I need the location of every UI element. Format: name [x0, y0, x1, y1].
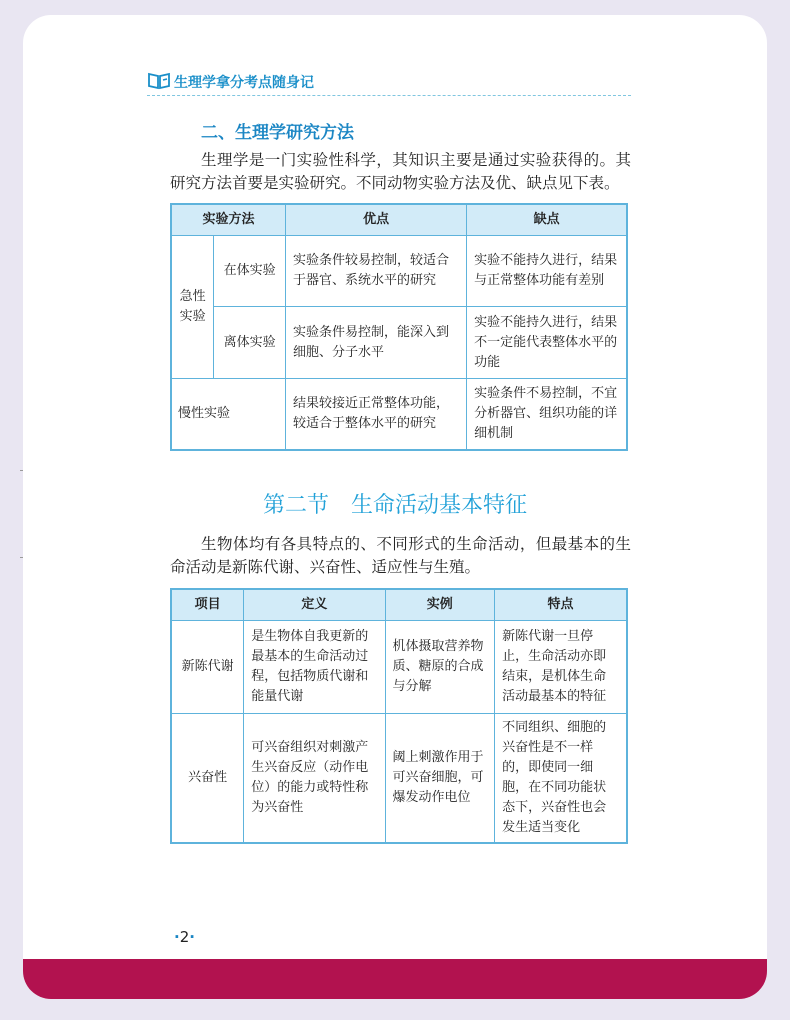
page-number: ·2· — [174, 928, 195, 946]
bottom-band — [23, 959, 767, 999]
pros-cell: 结果较接近正常整体功能，较适合于整体水平的研究 — [286, 379, 467, 450]
table-row — [171, 307, 627, 379]
table-header-cell: 缺点 — [467, 204, 627, 236]
table-header-row — [171, 204, 627, 236]
item-cell: 兴奋性 — [171, 714, 244, 844]
section-title: 二、生理学研究方法 — [201, 123, 354, 143]
book-icon — [147, 71, 171, 91]
cons-cell: 实验条件不易控制，不宜分析器官、组织功能的详细机制 — [467, 379, 627, 450]
table-header-cell: 优点 — [286, 204, 467, 236]
method-cell: 在体实验 — [214, 236, 286, 307]
table-row — [171, 379, 627, 450]
pros-cell: 实验条件易控制，能深入到细胞、分子水平 — [286, 307, 467, 379]
group-label-cell: 急性实验 — [171, 236, 214, 379]
example-cell: 机体摄取营养物质、糖原的合成与分解 — [385, 621, 495, 714]
table-header-cell: 定义 — [244, 589, 385, 621]
table-header-cell: 项目 — [171, 589, 244, 621]
table-header-cell: 特点 — [495, 589, 627, 621]
definition-cell: 是生物体自我更新的最基本的生命活动过程，包括物质代谢和能量代谢 — [244, 621, 385, 714]
header-title: 生理学拿分考点随身记 — [174, 75, 314, 91]
features-table — [170, 588, 628, 844]
cons-cell: 实验不能持久进行，结果不一定能代表整体水平的功能 — [467, 307, 627, 379]
item-cell: 新陈代谢 — [171, 621, 244, 714]
feature-cell: 新陈代谢一旦停止，生命活动亦即结束，是机体生命活动最基本的特征 — [495, 621, 627, 714]
table-row — [171, 236, 627, 307]
table-row — [171, 714, 627, 844]
running-header — [147, 67, 631, 96]
section-paragraph: 生理学是一门实验性科学，其知识主要是通过实验获得的。其研究方法首要是实验研究。不同动物实验方法及优、缺点见下表。 — [170, 151, 631, 192]
table-header-row — [171, 589, 627, 621]
example-cell: 阈上刺激作用于可兴奋细胞，可爆发动作电位 — [385, 714, 495, 844]
definition-cell: 可兴奋组织对刺激产生兴奋反应（动作电位）的能力或特性称为兴奋性 — [244, 714, 385, 844]
table-header-cell: 实例 — [385, 589, 495, 621]
methods-table — [170, 203, 628, 451]
method-cell: 慢性实验 — [171, 379, 286, 450]
table-row — [171, 621, 627, 714]
feature-cell: 不同组织、细胞的兴奋性是不一样的，即使同一细胞，在不同功能状态下，兴奋性也会发生适当变化 — [495, 714, 627, 844]
chapter-paragraph: 生物体均有各具特点的、不同形式的生命活动，但最基本的生命活动是新陈代谢、兴奋性、适应性与生殖。 — [170, 535, 631, 576]
chapter-title: 第二节 生命活动基本特征 — [262, 493, 527, 518]
pros-cell: 实验条件较易控制，较适合于器官、系统水平的研究 — [286, 236, 467, 307]
table-header-cell: 实验方法 — [171, 204, 286, 236]
cons-cell: 实验不能持久进行，结果与正常整体功能有差别 — [467, 236, 627, 307]
page-card — [23, 15, 767, 999]
method-cell: 离体实验 — [214, 307, 286, 379]
